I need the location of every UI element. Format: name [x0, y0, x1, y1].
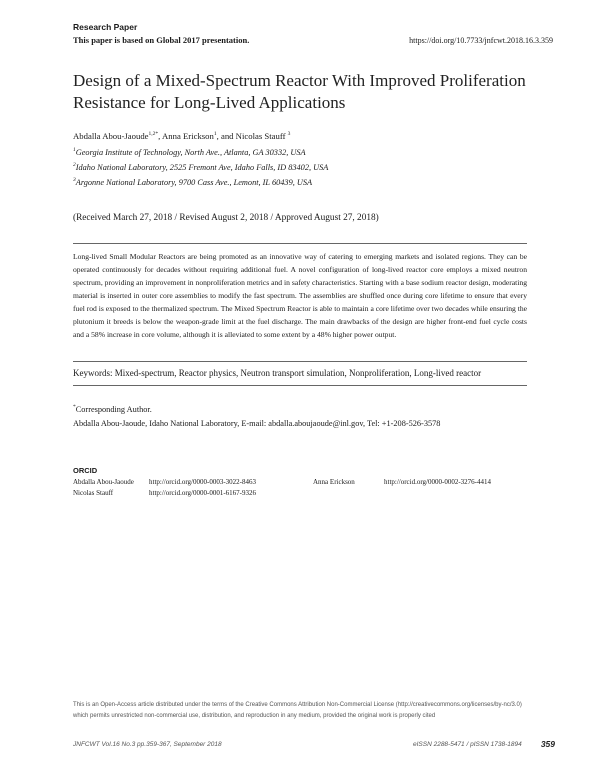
license-notice: This is an Open-Access article distributed under the terms of the Creative Commons Attribution Non-Commercial License (http://creativecommons.org/licenses/by-nc/3.0) which permits unrestricted non-commercial use, distribution, and reproduction in any medium, provided the original work is properly cited [73, 702, 522, 719]
orcid-link[interactable]: http://orcid.org/0000-0003-3022-8463 [149, 478, 256, 486]
author-separator: , Anna Erickson [158, 131, 214, 141]
author-superscript: 1,2* [148, 131, 159, 138]
keywords: Keywords: Mixed-spectrum, Reactor physics, Neutron transport simulation, Nonproliferation, Long-lived reactor [73, 368, 482, 378]
affiliation [73, 178, 312, 187]
doi-link[interactable]: https://doi.org/10.7733/jnfcwt.2018.16.3.359 [409, 36, 553, 45]
author-separator: , and Nicolas Stauff [216, 131, 288, 141]
author-superscript: 3 [287, 131, 291, 138]
affiliation-number: 1 [73, 147, 76, 154]
paper-title: Design of a Mixed-Spectrum Reactor With Improved Proliferation Resistance for Long-Lived Applications [73, 71, 526, 112]
abstract-bottom-rule [73, 361, 527, 362]
received-dates: (Received March 27, 2018 / Revised August 2, 2018 / Approved August 27, 2018) [73, 213, 379, 223]
journal-citation: JNFCWT Vol.16 No.3 pp.359-367, September 2018 [73, 741, 222, 748]
author-name: Abdalla Abou-Jaoude [73, 131, 149, 141]
abstract: Long-lived Small Modular Reactors are being promoted as an innovative way of catering to emerging markets and isolated regions. They can be operated continuously for decades without requiring additional fuel. A novel configuration of long-lived reactor core employs a mixed neutron spectrum, providing an improvement in nonproliferation metrics and in safety characteristics. Starting with a base sodium reactor design, moderating material is inserted in outer core assemblies to modify the fast spectrum. The assemblies are shuffled once during core lifetime to ensure that every fuel rod is exposed to the thermalized spectrum. The Mixed Spectrum Reactor is able to maintain a core lifetime over two decades while ensuring the plutonium it breeds is below the weapon-grade limit at the fuel discharge. The main drawbacks of the design are higher front-end fuel cycle costs and a 58% increase in core volume, although it is alleviated to some extent by a 48% higher power output. [73, 252, 527, 339]
affiliation [73, 163, 328, 172]
affiliation [73, 148, 306, 157]
affiliation-text: Georgia Institute of Technology, North Ave., Atlanta, GA 30332, USA [75, 148, 306, 157]
corresponding-label-text: Corresponding Author. [75, 405, 152, 414]
affiliation-text: Idaho National Laboratory, 2525 Fremont Ave, Idaho Falls, ID 83402, USA [75, 163, 329, 172]
orcid-author-name: Anna Erickson [313, 478, 355, 486]
page-number: 359 [540, 739, 555, 749]
corresponding-author-label [73, 405, 152, 414]
issn: eISSN 2288-5471 / pISSN 1738-1894 [413, 741, 522, 748]
article-type: Research Paper [73, 22, 138, 32]
corresponding-star: * [73, 404, 76, 411]
orcid-heading: ORCID [73, 466, 98, 475]
affiliation-number: 2 [73, 162, 76, 169]
orcid-link[interactable]: http://orcid.org/0000-0002-3276-4414 [384, 478, 491, 486]
orcid-author-name: Abdalla Abou-Jaoude [73, 478, 134, 486]
abstract-top-rule [73, 243, 527, 244]
presentation-note: This paper is based on Global 2017 presentation. [73, 35, 250, 45]
keywords-rule [73, 385, 527, 386]
orcid-link[interactable]: http://orcid.org/0000-0001-6167-9326 [149, 489, 256, 497]
author-superscript: 1 [213, 131, 217, 138]
orcid-author-name: Nicolas Stauff [73, 489, 114, 497]
affiliation-number: 3 [73, 177, 76, 184]
affiliation-text: Argonne National Laboratory, 9700 Cass Ave., Lemont, IL 60439, USA [75, 178, 313, 187]
author-line [73, 131, 290, 141]
corresponding-author-detail: Abdalla Abou-Jaoude, Idaho National Laboratory, E-mail: abdalla.aboujaoude@inl.gov, Tel: +1-208-526-3578 [73, 419, 441, 428]
